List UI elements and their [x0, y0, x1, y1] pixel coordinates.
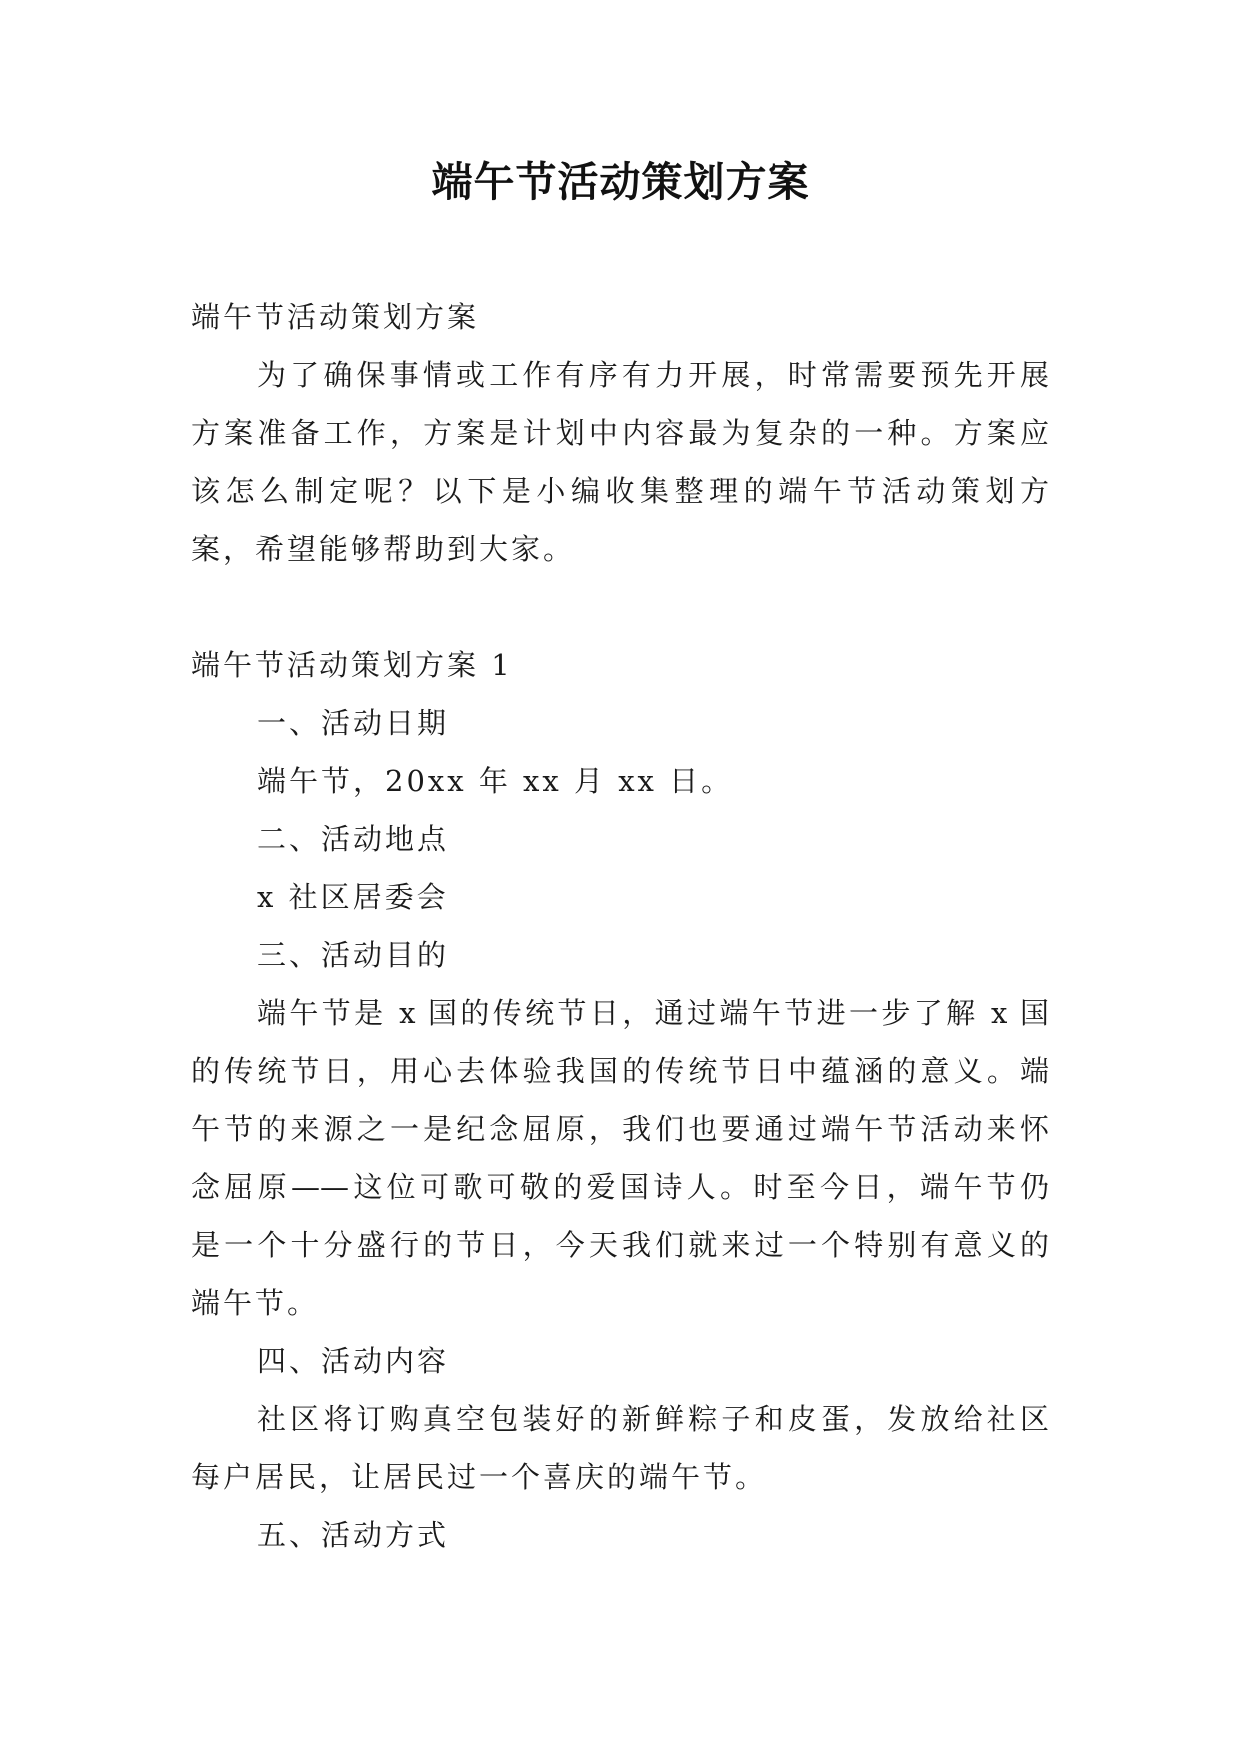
purpose-line: 念屈原——这位可歌可敬的爱国诗人。时至今日，端午节仍: [191, 1170, 1049, 1204]
purpose-line: 午节的来源之一是纪念屈原，我们也要通过端午节活动来怀: [191, 1112, 1049, 1146]
heading-activity-method: 五、活动方式: [257, 1518, 450, 1552]
heading-activity-content: 四、活动内容: [257, 1344, 450, 1378]
intro-line: 方案准备工作，方案是计划中内容最为复杂的一种。方案应: [191, 416, 1049, 450]
purpose-line: 是一个十分盛行的节日，今天我们就来过一个特别有意义的: [191, 1228, 1049, 1262]
section-title: 端午节活动策划方案 1: [191, 648, 513, 682]
document-title: 端午节活动策划方案: [431, 158, 810, 206]
activity-date-text: 端午节，20xx 年 xx 月 xx 日。: [257, 764, 734, 798]
intro-paragraph: [191, 346, 1049, 578]
paragraph-gap: [191, 578, 1049, 636]
purpose-line: 的传统节日，用心去体验我国的传统节日中蕴涵的意义。端: [191, 1054, 1049, 1088]
purpose-line: 端午节是 x 国的传统节日，通过端午节进一步了解 x 国: [257, 996, 1049, 1030]
content-paragraph: [191, 1390, 1049, 1506]
activity-location-text: x 社区居委会: [257, 880, 449, 914]
content-line: 每户居民，让居民过一个喜庆的端午节。: [191, 1460, 768, 1494]
document-body: [191, 288, 1049, 1564]
intro-line: 案，希望能够帮助到大家。: [191, 532, 576, 566]
heading-activity-purpose: 三、活动目的: [257, 938, 450, 972]
heading-activity-location: 二、活动地点: [257, 822, 450, 856]
intro-line: 该怎么制定呢？以下是小编收集整理的端午节活动策划方: [191, 474, 1049, 508]
purpose-line: 端午节。: [191, 1286, 320, 1320]
document-subtitle: 端午节活动策划方案: [191, 300, 480, 334]
content-line: 社区将订购真空包装好的新鲜粽子和皮蛋，发放给社区: [257, 1402, 1049, 1436]
intro-line: 为了确保事情或工作有序有力开展，时常需要预先开展: [257, 358, 1049, 392]
heading-activity-date: 一、活动日期: [257, 706, 450, 740]
purpose-paragraph: [191, 984, 1049, 1332]
